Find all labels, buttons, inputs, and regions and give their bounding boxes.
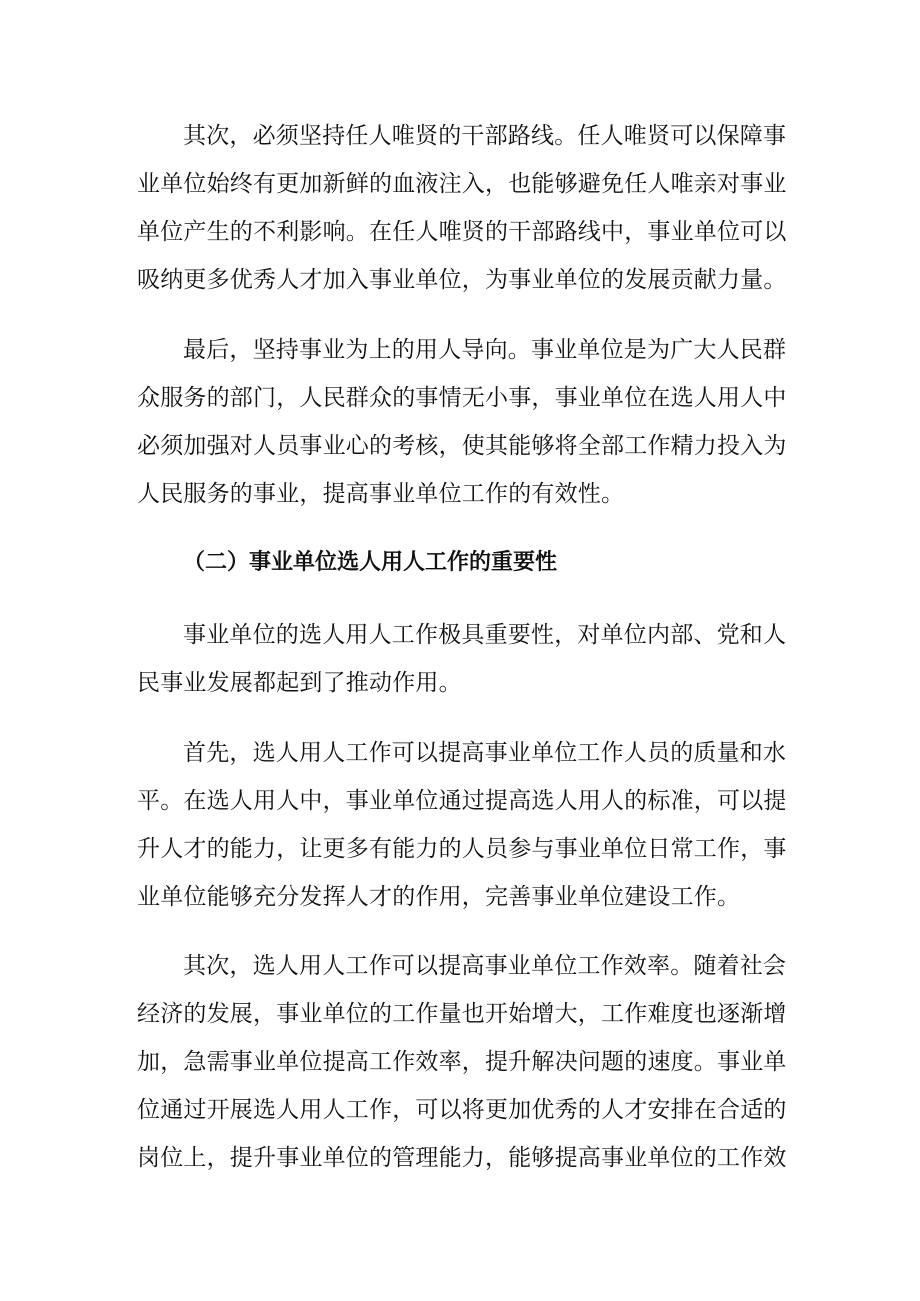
text-line: 升人才的能力，让更多有能力的人员参与事业单位日常工作，事 [137,836,787,862]
text-line: 业单位能够充分发挥人才的作用，完善事业单位建设工作。 [137,884,741,910]
text-line: 单位产生的不利影响。在任人唯贤的干部路线中，事业单位可以 [137,219,787,245]
paragraph-cadre-line [137,112,787,304]
text-line: 首先，选人用人工作可以提高事业单位工作人员的质量和水 [183,740,787,766]
paragraph-efficiency [137,942,787,1182]
text-line: 人民服务的事业，提高事业单位工作的有效性。 [137,481,625,507]
text-line: 众服务的部门，人民群众的事情无小事，事业单位在选人用人中 [137,385,787,411]
text-line: 平。在选人用人中，事业单位通过提高选人用人的标准，可以提 [137,788,787,814]
text-line: 其次，选人用人工作可以提高事业单位工作效率。随着社会 [183,953,787,979]
paragraph-importance-intro [137,611,787,707]
text-line: 最后，坚持事业为上的用人导向。事业单位是为广大人民群 [183,337,787,363]
section-heading: （二）事业单位选人用人工作的重要性 [183,550,558,575]
text-line: 加，急需事业单位提高工作效率，提升解决问题的速度。事业单 [137,1049,787,1075]
text-line: 业单位始终有更加新鲜的血液注入，也能够避免任人唯亲对事业 [137,171,787,197]
text-line: 其次，必须坚持任人唯贤的干部路线。任人唯贤可以保障事 [183,123,787,149]
text-line: 位通过开展选人用人工作，可以将更加优秀的人才安排在合适的 [137,1097,787,1123]
text-line: 吸纳更多优秀人才加入事业单位，为事业单位的发展贡献力量。 [137,267,787,293]
text-line: 事业单位的选人用人工作极具重要性，对单位内部、党和人 [183,622,787,648]
text-line: 岗位上，提升事业单位的管理能力，能够提高事业单位的工作效 [137,1145,787,1171]
text-line: 民事业发展都起到了推动作用。 [137,670,462,696]
paragraph-quality [137,729,787,921]
paragraph-employment-orientation [137,326,787,518]
text-line: 经济的发展，事业单位的工作量也开始增大，工作难度也逐渐增 [137,1001,787,1027]
text-line: 必须加强对人员事业心的考核，使其能够将全部工作精力投入为 [137,433,787,459]
